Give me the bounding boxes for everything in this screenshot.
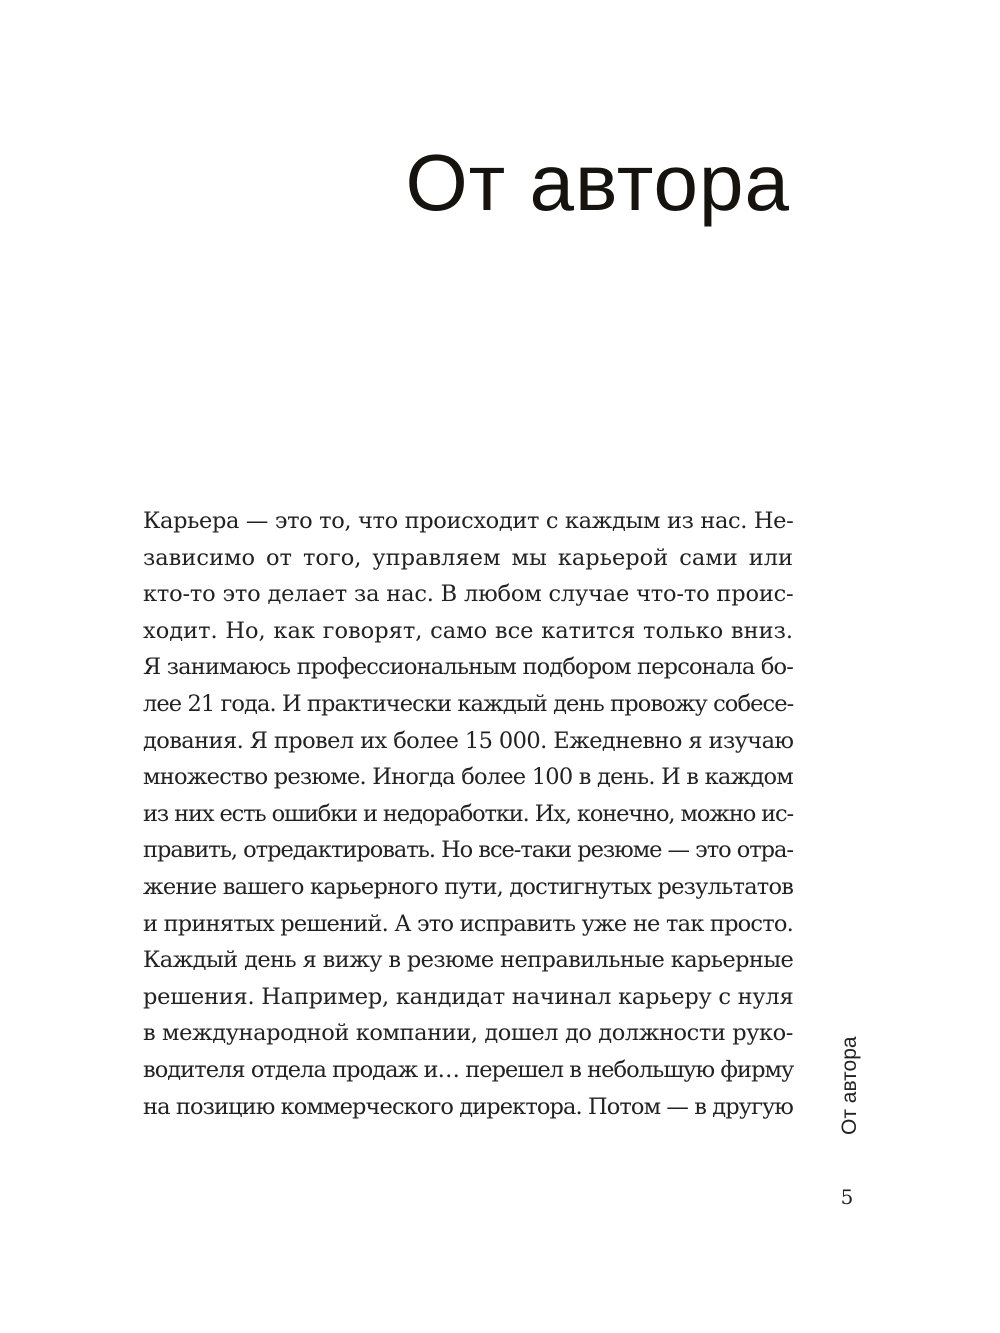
chapter-title: От автора bbox=[405, 138, 790, 227]
body-text bbox=[143, 503, 793, 1125]
text-line: Я занимаюсь профессиональным подбором персонала бо- bbox=[143, 654, 793, 681]
text-line: править, отредактировать. Но все-таки резюме — это отра- bbox=[143, 837, 793, 864]
text-line: на позицию коммерческого директора. Потом — в другую bbox=[143, 1093, 793, 1120]
page-number: 5 bbox=[840, 1185, 854, 1209]
text-line: и принятых решений. А это исправить уже не так просто. bbox=[143, 910, 793, 937]
text-line: водителя отдела продаж и… перешел в небольшую фирму bbox=[143, 1056, 794, 1083]
running-head: От автора bbox=[838, 1036, 861, 1135]
text-line: жение вашего карьерного пути, достигнутых результатов bbox=[143, 873, 794, 900]
text-line: в международной компании, дошел до должности руко- bbox=[143, 1020, 793, 1047]
text-line: ходит. Но, как говорят, само все катится только вниз. bbox=[143, 617, 793, 644]
text-line: из них есть ошибки и недоработки. Их, конечно, можно ис- bbox=[143, 800, 793, 827]
text-line: кто-то это делает за нас. В любом случае что-то проис- bbox=[143, 581, 794, 608]
text-line: Каждый день я вижу в резюме неправильные карьерные bbox=[143, 947, 794, 974]
text-line: лее 21 года. И практически каждый день провожу собесе- bbox=[143, 690, 794, 717]
text-line: дования. Я провел их более 15 000. Ежедневно я изучаю bbox=[143, 727, 794, 754]
text-line: множество резюме. Иногда более 100 в день. И в каждом bbox=[143, 764, 794, 791]
text-line: зависимо от того, управляем мы карьерой сами или bbox=[143, 544, 793, 571]
text-line: решения. Например, кандидат начинал карьеру с нуля bbox=[143, 983, 794, 1010]
text-line: Карьера — это то, что происходит с каждым из нас. Не- bbox=[143, 508, 794, 534]
